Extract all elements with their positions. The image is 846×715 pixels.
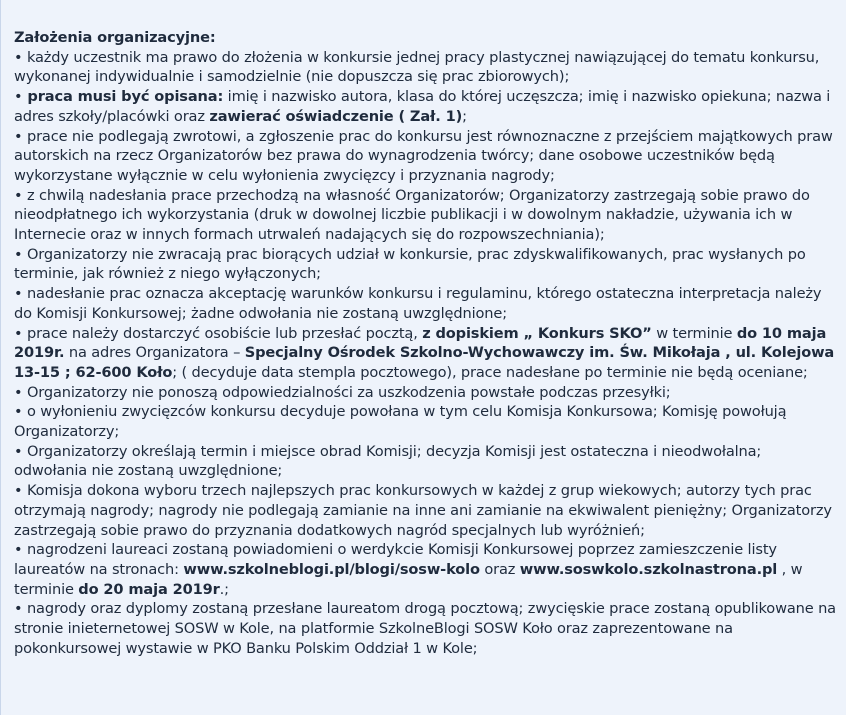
rule-item [14,48,836,87]
bullet-marker: • [14,383,23,401]
rule-text: o wyłonieniu zwycięzców konkursu decyduje powołana w tym celu Komisja Konkursowa; Komisję powołują Organizatorzy; [14,403,787,441]
rule-text: Organizatorzy nie ponoszą odpowiedzialności za uszkodzenia powstałe podczas przesyłki; [22,383,671,401]
rule-text: na adres Organizatora – [64,344,245,362]
section-heading: Założenia organizacyjne: [14,29,216,46]
rule-item [14,402,836,441]
rule-text: nagrodzeni laureaci zostaną powiadomieni o werdykcie Komisji Konkursowej poprzez zamieszczenie listy laureatów na stronach: [14,541,777,578]
rule-text: oraz [479,560,520,578]
rule-item [14,442,836,481]
rule-item [14,127,836,186]
bullet-marker: • [14,48,23,66]
rule-text: prace należy dostarczyć osobiście lub przesłać pocztą, [22,324,423,342]
rule-item [14,324,836,383]
rule-text: prace nie podlegają zwrotowi, a zgłoszenie prac do konkursu jest równoznaczne z przejściem majątkowych praw autorskich na rzecz Organizatorów bez prawa do wynagrodzenia twórcy; dane osobowe uczestników będą wykorzystane wyłącznie w celu wyłonienia zwycięzcy i przyznania nagrody; [14,127,833,184]
bullet-marker: • [14,186,23,204]
bullet-marker: • [14,127,23,145]
rule-text: z chwilą nadesłania prace przechodzą na własność Organizatorów; Organizatorzy zastrzegają sobie prawo do nieodpłatnego ich wykorzystania (druk w dowolnej liczbie publikacji i w dowolnym nakładzie, używania ich w Internecie oraz w innych formach utrwaleń nadających się do rozpowszechniania); [14,186,810,244]
bullet-marker: • [14,324,23,342]
rule-text-bold: www.szkolneblogi.pl/blogi/sosw-kolo [183,560,480,578]
rule-item [14,599,836,658]
rule-text-bold: www.soswkolo.szkolnastrona.pl [519,560,778,578]
rule-text-bold: do 20 maja 2019r [78,580,220,598]
rule-text: każdy uczestnik ma prawo do złożenia w konkursie jednej pracy plastycznej nawiązującej do tematu konkursu, wykonanej indywidualnie i samodzielnie (nie dopuszcza się prac zbiorowych); [14,48,820,86]
bullet-marker: • [14,88,23,106]
organizational-rules-section [14,28,836,659]
rule-text-bold: Specjalny Ośrodek Szkolno-Wychowawczy im. Św. Mikołaja , ul. Kolejowa 13-15 ; 62-600 Koło [14,344,835,381]
rule-item [14,481,836,540]
bullet-marker: • [14,245,23,263]
rule-text-bold: zawierać oświadczenie ( Zał. 1) [209,107,463,125]
rule-text: .; [219,580,229,598]
rule-text: ; ( decyduje data stempla pocztowego), prace nadesłane po terminie nie będą oceniane; [172,363,808,381]
rule-text-bold: do 10 maja 2019r. [14,324,827,362]
rule-text: , w terminie [14,560,803,598]
bullet-marker: • [14,403,23,421]
rule-item [14,284,836,323]
rule-text-bold: z dopiskiem „ Konkurs SKO” [422,324,652,342]
rule-text: Komisja dokona wyboru trzech najlepszych prac konkursowych w każdej z grup wiekowych; autorzy tych prac otrzymają nagrody; nagrody nie podlegają zamianie na inne ani zamianie na ekwiwalent pieniężny; Organizatorzy zastrzegają sobie prawo do przyznania dodatkowych nagród specjalnych lub wyróżnień; [14,482,832,539]
rule-item [14,245,836,284]
rule-item [14,383,836,403]
rule-text: Organizatorzy nie zwracają prac biorących udział w konkursie, prac zdyskwalifikowanych, prac wysłanych po terminie, jak również z niego wyłączonych; [14,245,806,283]
rule-text: imię i nazwisko autora, klasa do której uczęszcza; imię i nazwisko opiekuna; nazwa i adres szkoły/placówki oraz [14,88,831,125]
rule-text: ; [462,107,467,125]
rule-text: nagrody oraz dyplomy zostaną przesłane laureatom drogą pocztową; zwycięskie prace zostaną opublikowane na stronie inieternetowej SOSW w Kole, na platformie SzkolneBlogi SOSW Koło oraz zaprezentowane na pokonkursowej wystawie w PKO Banku Polskim Oddział 1 w Kole; [14,600,836,657]
rule-text: w terminie [651,324,737,342]
rule-text: Organizatorzy określają termin i miejsce obrad Komisji; decyzja Komisji jest ostateczna i nieodwołalna; odwołania nie zostaną uwzględnione; [14,442,762,480]
rule-item [14,87,836,126]
bullet-marker: • [14,541,23,559]
bullet-marker: • [14,482,23,500]
rule-text-bold: praca musi być opisana: [22,88,224,106]
bullet-marker: • [14,285,23,303]
bullet-marker: • [14,442,23,460]
rule-text: nadesłanie prac oznacza akceptację warunków konkursu i regulaminu, którego ostateczna interpretacja należy do Komisji Konkursowej; żadne odwołania nie zostaną uwzględnione; [14,285,822,322]
rule-item [14,186,836,245]
rule-item [14,540,836,599]
bullet-marker: • [14,600,23,618]
rules-list [14,48,836,659]
